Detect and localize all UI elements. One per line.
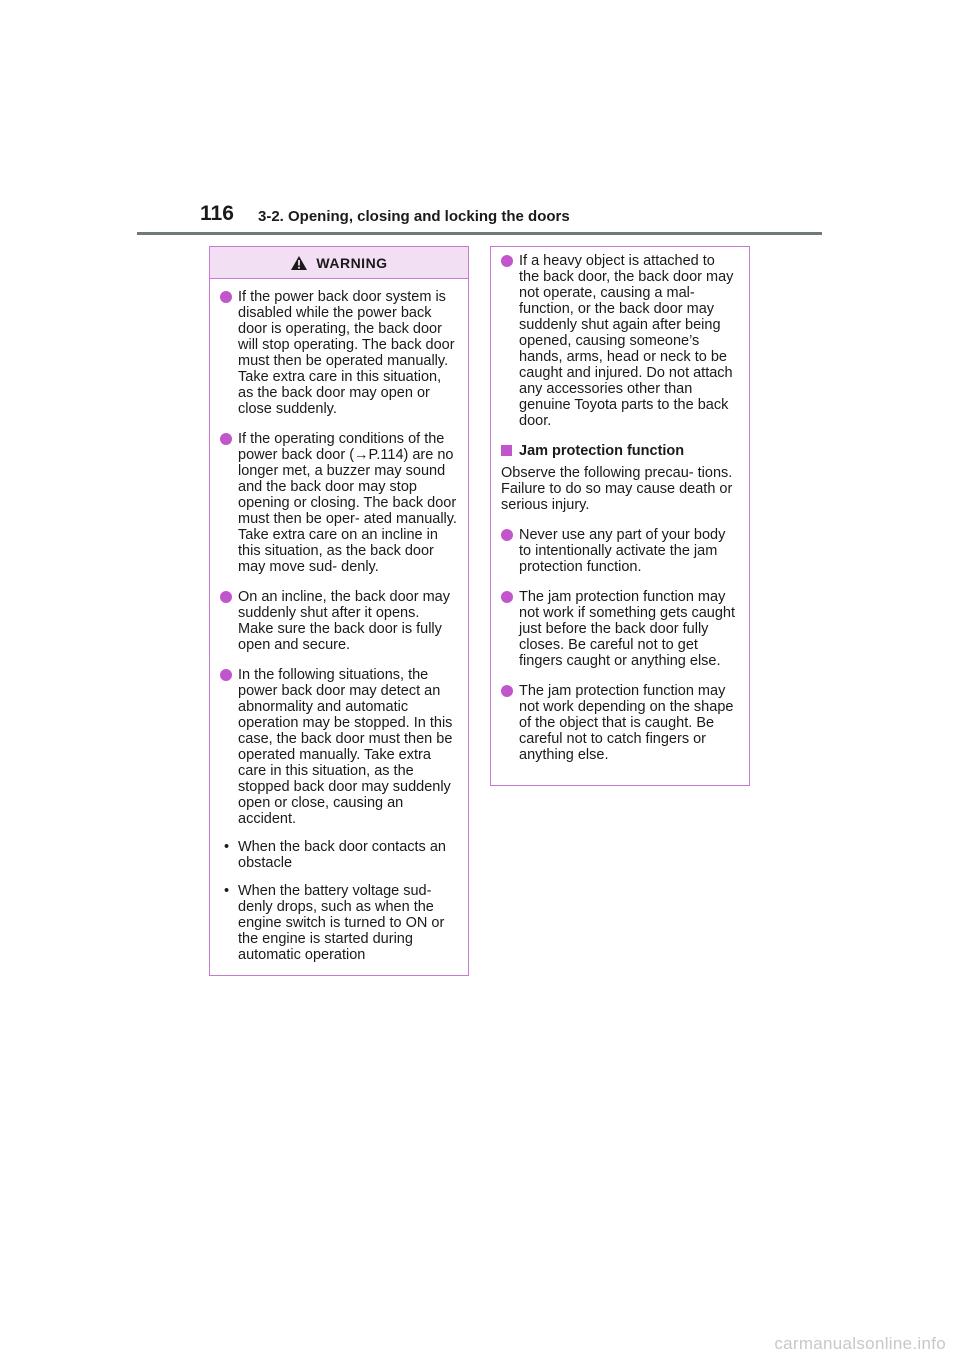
warning-item [220,431,458,575]
warning-subitem [220,839,458,871]
warning-item [220,289,458,417]
bullet-dot-icon [220,433,232,445]
warning-item-text: If the power back door system is disabled while the power back door is operating, the back door will stop operating. The back door must then be operated manually. Take extra care in this situation, as the back door may open or close suddenly. [238,289,455,417]
warning-subitem-text: When the back door contacts an obstacle [238,839,446,871]
warning-item-text: Never use any part of your body to intentionally activate the jam protection function. [519,527,726,575]
warning-item [501,253,739,429]
warning-item-text: The jam protection function may not work depending on the shape of the object that is caught. Be careful not to catch fingers or anything else. [519,683,734,763]
warning-item-text: If a heavy object is attached to the back door, the back door may not operate, causing a mal- function, or the back door may suddenly shut again after being opened, causing someone’s hands, arms, head or neck to be caught and injured. Do not attach any accessories other than genuine Toyota parts to the back door. [519,253,734,429]
warning-item [501,589,739,669]
page-number: 116 [200,202,234,225]
warning-item [220,589,458,653]
warning-box-left [209,246,469,976]
watermark-text: carmanualsonline.info [774,1334,946,1353]
warning-subitem [220,883,458,963]
warning-item-text: On an incline, the back door may suddenly shut after it opens. Make sure the back door is fully open and secure. [238,589,450,653]
section-title: 3-2. Opening, closing and locking the doors [258,208,570,225]
warning-item [501,527,739,575]
bullet-dot-icon [501,685,513,697]
warning-item [220,667,458,827]
page-header [0,0,960,240]
warning-item-text: If the operating conditions of the power back door (→P.114) are no longer met, a buzzer may sound and the back door may stop opening or closing. The back door must then be oper- ated manually. Take extra care on an incline in this situation, as the back door may move sud- denly. [238,431,457,575]
warning-item [501,683,739,763]
warning-item-text: In the following situations, the power back door may detect an abnormality and automatic operation may be stopped. In this case, the back door must then be operated manually. Take extra care in this situation, as the stopped back door may suddenly open or close, causing an accident. [238,667,453,827]
warning-item-text: The jam protection function may not work if something gets caught just before the back door fully closes. Be careful not to get fingers caught or anything else. [519,589,736,669]
bullet-dot-icon [220,591,232,603]
warning-triangle-icon [290,255,308,271]
warning-title: WARNING [316,254,388,271]
bullet-dot-icon [501,591,513,603]
warning-box-right [490,246,750,786]
jam-protection-heading [501,443,739,459]
warning-header [210,247,468,279]
jam-intro-paragraph: Observe the following precau- tions. Failure to do so may cause death or serious injury. [501,465,733,513]
section-square-icon [501,445,512,456]
subbullet-glyph: • [224,883,230,899]
subbullet-glyph: • [224,839,230,855]
bullet-dot-icon [220,291,232,303]
jam-heading-text: Jam protection function [519,443,685,459]
warning-subitem-text: When the battery voltage sud- denly drops, such as when the engine switch is turned to ON or the engine is started during automatic operation [238,883,445,963]
bullet-dot-icon [220,669,232,681]
bullet-dot-icon [501,255,513,267]
page-footer [0,1320,960,1358]
bullet-dot-icon [501,529,513,541]
header-divider [137,232,822,235]
